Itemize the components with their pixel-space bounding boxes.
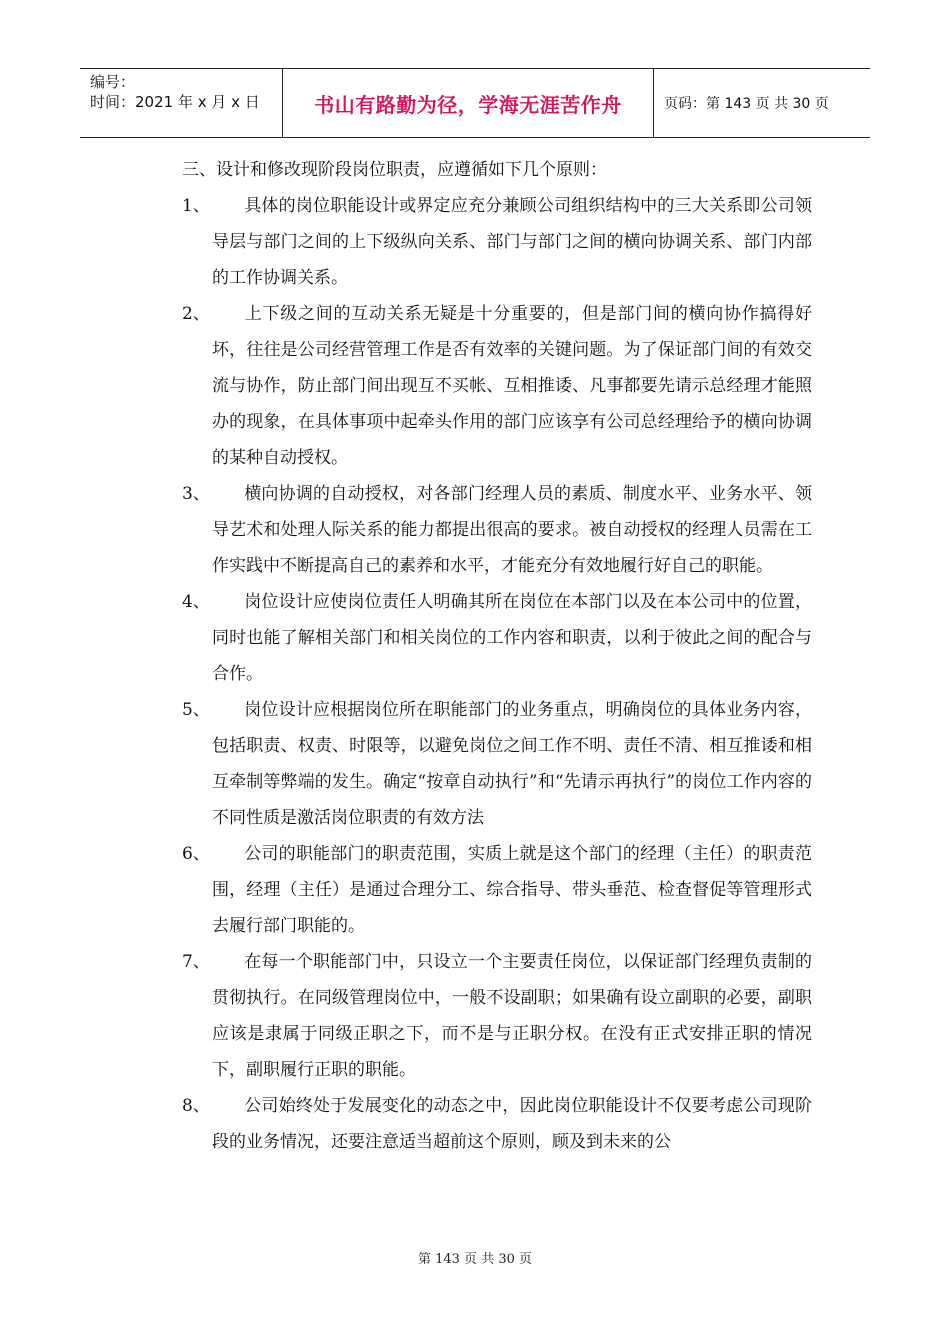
page-header: [80, 68, 870, 138]
list-item-text: 横向协调的自动授权，对各部门经理人员的素质、制度水平、业务水平、领导艺术和处理人际关系的能力都提出很高的要求。被自动授权的经理人员需在工作实践中不断提高自己的素养和水平，才能充分有效地履行好自己的职能。: [212, 484, 812, 576]
list-item: [182, 944, 812, 1088]
list-item: [182, 296, 812, 476]
list-item-text: 在每一个职能部门中，只设立一个主要责任岗位，以保证部门经理负责制的贯彻执行。在同级管理岗位中，一般不设副职；如果确有设立副职的必要，副职应该是隶属于同级正职之下，而不是与正职分权。在没有正式安排正职的情况下，副职履行正职的职能。: [212, 952, 812, 1080]
list-item-number: 7、: [182, 952, 210, 972]
header-page-info: 页码：第 143 页 共 30 页: [664, 96, 829, 112]
list-item-number: 6、: [182, 844, 210, 864]
list-item-text: 岗位设计应根据岗位所在职能部门的业务重点，明确岗位的具体业务内容，包括职责、权责、时限等，以避免岗位之间工作不明、责任不清、相互推诿和相互牵制等弊端的发生。确定“按章自动执行”和“先请示再执行”的岗位工作内容的不同性质是激活岗位职责的有效方法: [212, 700, 812, 828]
header-motto: 书山有路勤为径，学海无涯苦作舟: [283, 69, 654, 137]
header-left-cell: [80, 69, 283, 137]
document-body: [182, 152, 812, 1160]
list-item: [182, 1088, 812, 1160]
document-number-label: 编号：: [90, 73, 136, 91]
list-item-number: 1、: [182, 196, 210, 216]
list-item: [182, 692, 812, 836]
principles-list: [182, 188, 812, 1160]
page-footer: 第 143 页 共 30 页: [417, 1252, 533, 1267]
list-item: [182, 584, 812, 692]
list-item-text: 具体的岗位职能设计或界定应充分兼顾公司组织结构中的三大关系即公司领导层与部门之间的上下级纵向关系、部门与部门之间的横向协调关系、部门内部的工作协调关系。: [212, 196, 812, 288]
list-item: [182, 836, 812, 944]
list-item-text: 岗位设计应使岗位责任人明确其所在岗位在本部门以及在本公司中的位置，同时也能了解相关部门和相关岗位的工作内容和职责，以利于彼此之间的配合与合作。: [212, 592, 812, 684]
section-intro: 三、设计和修改现阶段岗位职责，应遵循如下几个原则：: [182, 160, 607, 180]
list-item-text: 公司始终处于发展变化的动态之中，因此岗位职能设计不仅要考虑公司现阶段的业务情况，还要注意适当超前这个原则，顾及到未来的公: [212, 1096, 812, 1152]
list-item-number: 4、: [182, 592, 210, 612]
list-item-number: 2、: [182, 304, 210, 324]
document-date-label: 时间：2021 年 x 月 x 日: [90, 93, 260, 111]
list-item-number: 5、: [182, 700, 210, 720]
list-item: [182, 476, 812, 584]
list-item-text: 公司的职能部门的职责范围，实质上就是这个部门的经理（主任）的职责范围，经理（主任）是通过合理分工、综合指导、带头垂范、检查督促等管理形式去履行部门职能的。: [212, 844, 812, 936]
list-item-number: 8、: [182, 1096, 210, 1116]
list-item: [182, 188, 812, 296]
list-item-text: 上下级之间的互动关系无疑是十分重要的，但是部门间的横向协作搞得好坏，往往是公司经营管理工作是否有效率的关键问题。为了保证部门间的有效交流与协作，防止部门间出现互不买帐、互相推诿、凡事都要先请示总经理才能照办的现象，在具体事项中起牵头作用的部门应该享有公司总经理给予的横向协调的某种自动授权。: [212, 304, 812, 468]
list-item-number: 3、: [182, 484, 210, 504]
